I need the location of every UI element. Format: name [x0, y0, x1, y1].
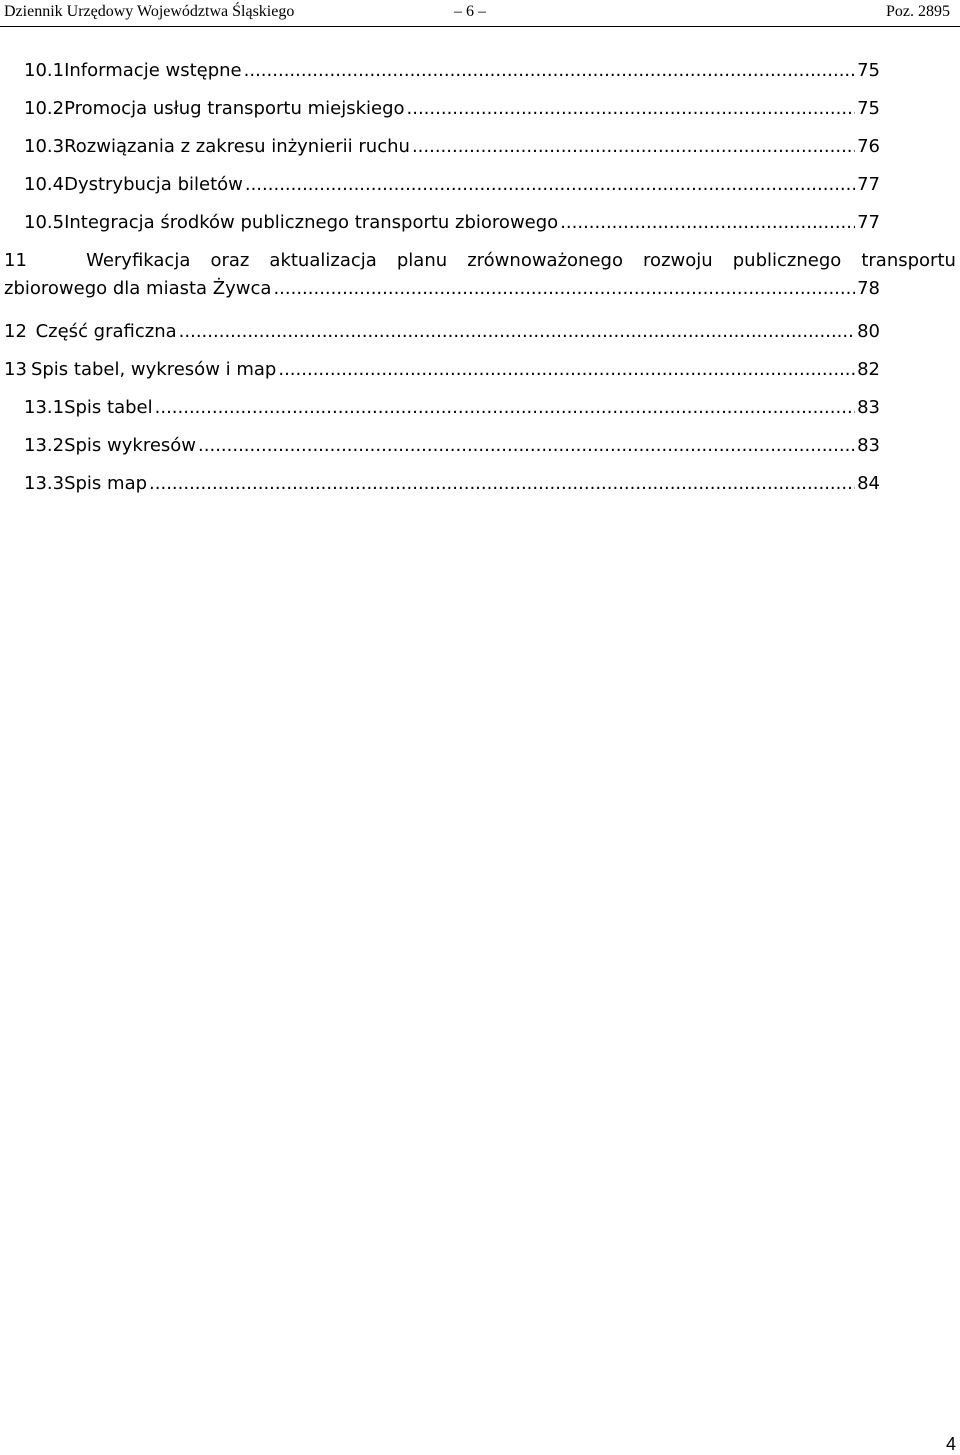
toc-entry-title: Spis tabel	[64, 397, 153, 418]
toc-entry-title: Część graficzna	[35, 321, 177, 342]
toc-entry-title: zbiorowego dla miasta Żywca	[4, 278, 272, 299]
toc-entry-13-2[interactable]	[0, 427, 960, 465]
toc-leader-dots	[179, 313, 855, 351]
toc-entry-number: 10.5	[24, 212, 65, 233]
toc-entry-title: Spis tabel, wykresów i map	[30, 359, 277, 380]
toc-entry-page: 83	[857, 397, 880, 418]
toc-leader-dots	[149, 465, 855, 503]
toc-entry-title-word: rozwoju	[643, 250, 713, 271]
toc-leader-dots	[155, 389, 855, 427]
toc-entry-title: Informacje wstępne	[64, 60, 242, 81]
toc-entry-page: 77	[857, 212, 880, 233]
toc-leader-dots	[245, 166, 855, 204]
toc-entry-number: 12	[4, 321, 27, 342]
toc-entry-number: 10.2	[24, 98, 65, 119]
toc-entry-title-word: transportu	[861, 250, 956, 271]
toc-entry-page: 75	[857, 98, 880, 119]
toc-entry-number: 13	[4, 359, 27, 380]
position-number: Poz. 2895	[886, 3, 950, 20]
toc-leader-dots	[412, 128, 855, 166]
toc-entry-page: 82	[857, 359, 880, 380]
toc-leader-dots	[244, 52, 855, 90]
toc-entry-10-3[interactable]	[0, 128, 960, 166]
table-of-contents	[0, 52, 960, 503]
toc-entry-page: 83	[857, 435, 880, 456]
toc-entry-page: 78	[857, 278, 880, 299]
toc-leader-dots	[278, 351, 855, 389]
toc-entry-number: 10.1	[24, 60, 65, 81]
toc-entry-number: 13.1	[24, 397, 65, 418]
toc-entry-number: 10.3	[24, 136, 65, 157]
toc-entry-13-1[interactable]	[0, 389, 960, 427]
toc-entry-title: Rozwiązania z zakresu inżynierii ruchu	[64, 136, 410, 157]
header-divider	[0, 26, 960, 27]
toc-entry-title-word: Weryfikacja	[86, 250, 191, 271]
toc-leader-dots	[560, 204, 855, 242]
toc-entry-title: Dystrybucja biletów	[64, 174, 243, 195]
toc-entry-title: Spis wykresów	[64, 435, 197, 456]
toc-entry-13-3[interactable]	[0, 465, 960, 503]
toc-entry-10-4[interactable]	[0, 166, 960, 204]
toc-entry-13[interactable]	[0, 351, 960, 389]
toc-entry-number: 10.4	[24, 174, 65, 195]
toc-entry-page: 75	[857, 60, 880, 81]
toc-entry-12[interactable]	[0, 313, 960, 351]
toc-entry-page: 80	[857, 321, 880, 342]
toc-entry-10-1[interactable]	[0, 52, 960, 90]
toc-leader-dots	[407, 90, 856, 128]
toc-entry-10-2[interactable]	[0, 90, 960, 128]
toc-entry-title-word: planu	[396, 250, 448, 271]
toc-entry-number: 13.3	[24, 473, 65, 494]
toc-entry-title-word: oraz	[210, 250, 250, 271]
toc-leader-dots	[198, 427, 855, 465]
toc-entry-page: 84	[857, 473, 880, 494]
toc-leader-dots	[273, 275, 855, 303]
toc-entry-title: Promocja usług transportu miejskiego	[64, 98, 405, 119]
toc-entry-number: 11	[4, 250, 27, 271]
page-header	[0, 0, 960, 26]
footer-page-number: 4	[945, 1434, 956, 1454]
toc-entry-10-5[interactable]	[0, 204, 960, 242]
toc-entry-11[interactable]	[0, 242, 960, 313]
toc-entry-number: 13.2	[24, 435, 65, 456]
toc-entry-title-word: zrównoważonego	[467, 250, 623, 271]
toc-entry-title-word: publicznego	[732, 250, 842, 271]
toc-entry-title: Integracja środków publicznego transportu zbiorowego	[64, 212, 559, 233]
toc-entry-title-word: aktualizacja	[269, 250, 377, 271]
toc-entry-page: 76	[857, 136, 880, 157]
toc-entry-page: 77	[857, 174, 880, 195]
journal-title: Dziennik Urzędowy Województwa Śląskiego	[4, 3, 295, 20]
toc-entry-title: Spis map	[64, 473, 148, 494]
header-page-number: – 6 –	[454, 3, 486, 20]
